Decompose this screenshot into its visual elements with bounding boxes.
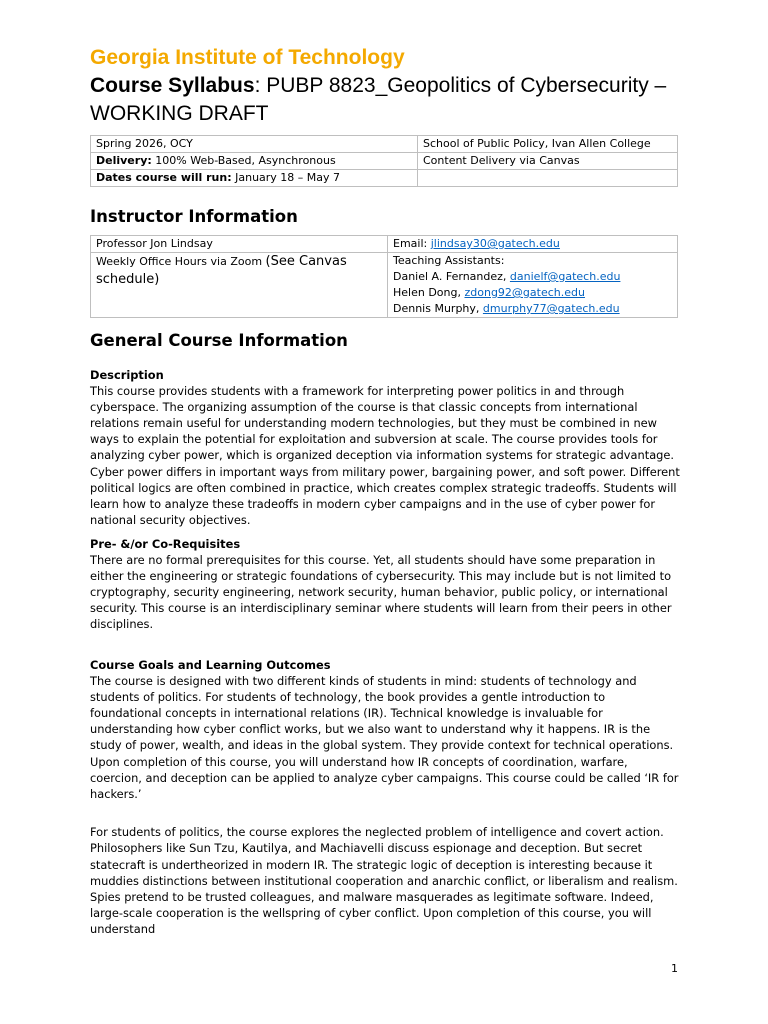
delivery-cell bbox=[91, 153, 418, 170]
empty-cell bbox=[418, 170, 678, 187]
ta-entry bbox=[393, 285, 672, 301]
prerequisites-text: There are no formal prerequisites for this course. Yet, all students should have some preparation in either the engineering or strategic foundations of cybersecurity. This may include but is not limited to cryptography, security engineering, network security, human behavior, public policy, or international security. This course is an interdisciplinary seminar where students will learn from their peers in other disciplines. bbox=[90, 553, 672, 632]
office-hours-suffix: (See Canvas schedule) bbox=[96, 254, 347, 287]
course-info-table bbox=[90, 135, 678, 187]
course-syllabus-label: Course Syllabus bbox=[90, 74, 255, 97]
school-cell: School of Public Policy, Ivan Allen College bbox=[418, 136, 678, 153]
prerequisites-heading: Pre- &/or Co-Requisites bbox=[90, 537, 241, 551]
ta-entry bbox=[393, 301, 672, 317]
ta-name: Dennis Murphy, bbox=[393, 302, 483, 315]
ta-email-link[interactable]: danielf@gatech.edu bbox=[509, 270, 621, 283]
instructor-info-table bbox=[90, 235, 678, 318]
general-info-heading: General Course Information bbox=[90, 331, 348, 350]
delivery-value: 100% Web-Based, Asynchronous bbox=[151, 154, 336, 167]
institution-name: Georgia Institute of Technology bbox=[90, 46, 405, 69]
email-label: Email: bbox=[393, 237, 431, 250]
description-section bbox=[90, 367, 680, 528]
ta-email-link[interactable]: zdong92@gatech.edu bbox=[464, 286, 585, 299]
goals-heading: Course Goals and Learning Outcomes bbox=[90, 658, 331, 672]
description-text: This course provides students with a framework for interpreting power politics in and through cyberspace. The organizing assumption of the course is that classic concepts from international relations remain useful for understanding modern technologies, but they must be combined in new ways to explain the potential for exploitation and subversion at scale. The course provides tools for analyzing cyber power, which is organized deception via information systems for strategic advantage. Cyber power differs in important ways from military power, bargaining power, and soft power. Different political logics are often combined in practice, which creates complex strategic tradeoffs. Students will learn how to analyze these tradeoffs in modern cyber campaigns and in the use of cyber power for national security objectives. bbox=[90, 384, 680, 527]
email-cell bbox=[388, 236, 678, 253]
ta-name: Helen Dong, bbox=[393, 286, 465, 299]
dates-cell bbox=[91, 170, 418, 187]
ta-label: Teaching Assistants: bbox=[393, 254, 505, 267]
dates-value: January 18 – May 7 bbox=[231, 171, 341, 184]
description-heading: Description bbox=[90, 368, 164, 382]
office-hours-cell bbox=[91, 253, 388, 318]
professor-cell: Professor Jon Lindsay bbox=[91, 236, 388, 253]
course-title-text: : PUBP 8823_Geopolitics of Cybersecurity – WORKING DRAFT bbox=[90, 74, 667, 125]
ta-entry bbox=[393, 269, 672, 285]
goals-text: The course is designed with two different kinds of students in mind: students of technology and students of politics. For students of technology, the book provides a gentle introduction to foundational concepts in international relations (IR). Technical knowledge is invaluable for understanding how cyber conflict works, but we also want to understand why it happens. IR is the study of power, wealth, and ideas in the global system. They provide context for technical operations. Upon completion of this course, you will understand how IR concepts of coordination, warfare, coercion, and deception can be applied to analyze cyber campaigns. This course could be called ‘IR for hackers.’ bbox=[90, 674, 679, 801]
ta-cell bbox=[388, 253, 678, 318]
page-number: 1 bbox=[671, 962, 678, 975]
instructor-email-link[interactable]: jlindsay30@gatech.edu bbox=[430, 237, 560, 250]
dates-label: Dates course will run: bbox=[96, 171, 232, 184]
content-delivery-cell: Content Delivery via Canvas bbox=[418, 153, 678, 170]
goals-section bbox=[90, 657, 680, 802]
ta-email-link[interactable]: dmurphy77@gatech.edu bbox=[482, 302, 620, 315]
ta-name: Daniel A. Fernandez, bbox=[393, 270, 510, 283]
delivery-label: Delivery: bbox=[96, 154, 152, 167]
course-title bbox=[90, 72, 690, 128]
goals-text-politics: For students of politics, the course explores the neglected problem of intelligence and covert action. Philosophers like Sun Tzu, Kautilya, and Machiavelli discuss espionage and deception. But secret statecraft is undertheorized in modern IR. The strategic logic of deception is interesting because it muddies distinctions between institutional cooperation and anarchic conflict, or liberalism and realism. Spies pretend to be trusted colleagues, and malware masquerades as legitimate software. Indeed, large-scale cooperation is the wellspring of cyber conflict. Upon completion of this course, you will understand bbox=[90, 825, 678, 936]
term-cell: Spring 2026, OCY bbox=[91, 136, 418, 153]
prerequisites-section bbox=[90, 536, 680, 633]
office-hours-prefix: Weekly Office Hours via Zoom bbox=[96, 255, 266, 268]
instructor-heading: Instructor Information bbox=[90, 207, 298, 226]
